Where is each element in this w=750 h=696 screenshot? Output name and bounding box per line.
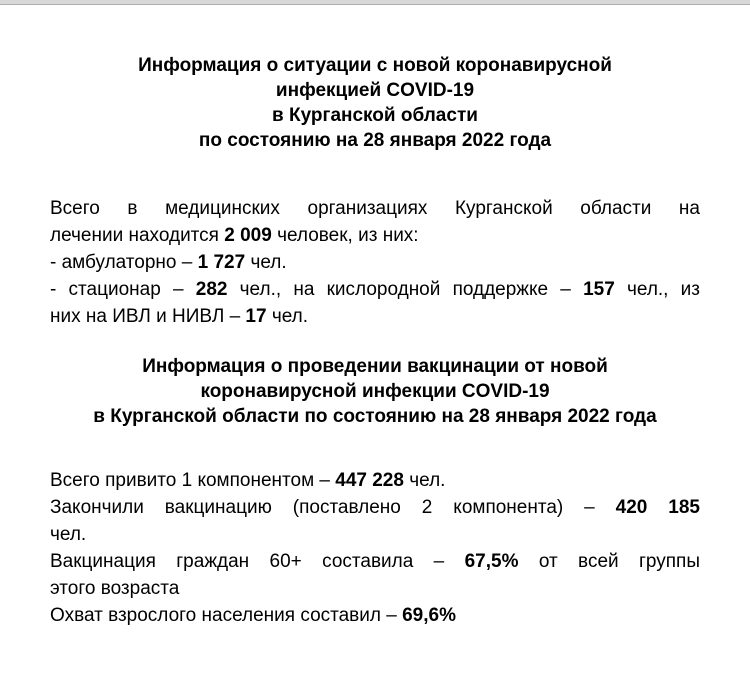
vaccination-title-line-2: коронавирусной инфекции COVID-19 bbox=[200, 381, 550, 402]
vaccination-completed-line-2: чел. bbox=[50, 524, 87, 545]
treatment-hospital-line-2: них на ИВЛ и НИВЛ – 17 чел. bbox=[50, 306, 309, 327]
vaccinated-first-component-line: Всего привито 1 компонентом – 447 228 чел. bbox=[50, 470, 446, 491]
treatment-total-line-2: лечении находится 2 009 человек, из них: bbox=[50, 225, 419, 246]
situation-title bbox=[50, 53, 700, 153]
vaccination-60plus-line-1: Вакцинация граждан 60+ составила – 67,5% от всей группы bbox=[50, 551, 700, 572]
window-top-edge bbox=[0, 0, 750, 5]
treatment-hospital-line-1: - стационар – 282 чел., на кислородной поддержке – 157 чел., из bbox=[50, 279, 700, 300]
adult-coverage-line: Охват взрослого населения составил – 69,6% bbox=[50, 605, 456, 626]
vaccination-title bbox=[50, 354, 700, 429]
treatment-outpatient-line: - амбулаторно – 1 727 чел. bbox=[50, 252, 287, 273]
vaccination-body bbox=[50, 467, 700, 629]
vaccination-title-line-1: Информация о проведении вакцинации от новой bbox=[142, 356, 608, 377]
situation-title-line-1: Информация о ситуации с новой коронавирусной bbox=[138, 55, 612, 76]
situation-title-line-2: инфекцией COVID-19 bbox=[275, 80, 475, 101]
treatment-total-line-1: Всего в медицинских организациях Курганской области на bbox=[50, 198, 700, 219]
vaccination-completed-line-1: Закончили вакцинацию (поставлено 2 компонента) – 420 185 bbox=[50, 497, 701, 518]
situation-body bbox=[50, 195, 700, 330]
vaccination-60plus-line-2: этого возраста bbox=[50, 578, 180, 599]
document-content bbox=[0, 53, 750, 629]
situation-title-line-4: по состоянию на 28 января 2022 года bbox=[198, 130, 552, 151]
situation-title-line-3: в Курганской области bbox=[272, 105, 478, 126]
vaccination-title-line-3: в Курганской области по состоянию на 28 января 2022 года bbox=[93, 406, 657, 427]
